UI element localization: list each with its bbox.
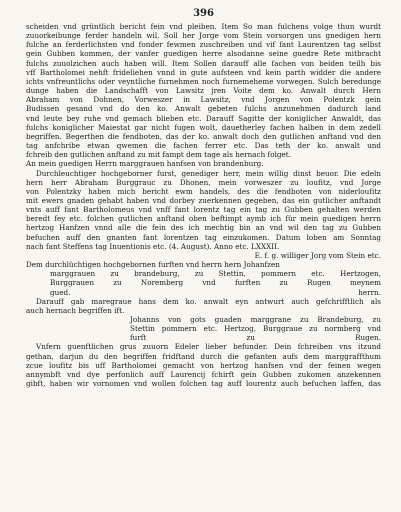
text-line: hern herr Abraham Burggrauc zu Dhonen, mein vorweszer zu loufitz, vnd Jorge <box>26 177 381 187</box>
text-line: fulchs zuuolzichen auch haben will. Item Sollen darauff alle fachen von beiden teilh bis <box>26 58 381 68</box>
body-text <box>26 22 381 388</box>
text-line: beredt fey etc. folchen gutlichen anftand oben beftimpt aymb ich für mein guedigen herrn <box>26 214 381 224</box>
text-line: Johanns von gots guaden marggrane zu Brandeburg, zu <box>130 315 381 324</box>
text-line: hertzog Hanfzen vnnd alle die fein des ich mechtig bin an vnd wil den tag zu Gubben <box>26 223 381 233</box>
text-line: marggrauen zu brandeburg, zu Stettin, pommern etc. Hertzogen, <box>50 269 381 279</box>
text-line: von Polentzky haben mich bericht ewm handels, des die fendboten von niderloufitz <box>26 186 381 196</box>
text-line: vnd leute bey ruhe vnd gemach blieben etc. Darauff Sagitte der koniglicher Anwaldt, das <box>26 113 381 123</box>
text-line: Durchleuchtiger hochgeborner furst, genediger herr, mein willig dinst beuor. Die edeln <box>36 168 381 178</box>
text-line: fulche an ferderlichsten vnd fonder fewmen zuschreiben und vif fant Laurentzen tag selbst <box>26 40 381 50</box>
text-line: Stettin pommern etc. Hertzog, Burggraue zu normberg vnd <box>130 324 381 334</box>
text-line: gued. herrn. <box>50 287 381 297</box>
text-line: An mein guedigen Herrn marggrauen hanfsen von brandenburg. <box>26 159 264 169</box>
text-line: Dem durchlüchtigen hochgebornen furften vnd herrn hern Johanfzen <box>26 260 280 270</box>
text-line: Budissen gesand vnd do den ko. Anwalt gebeten fulchs anzunehmen dadurch land <box>26 104 381 114</box>
text-line: vff Bartholomei nehft frideliehen vnnd in gute aufsteen vnd kein parth widder die andere <box>26 67 381 77</box>
text-line: tag anfchribe etwan qwemen die fachen ferrer etc. Das teth der ko. anwalt und <box>26 141 381 151</box>
text-line: E. f. g. williger Jorg vom Stein etc. <box>254 250 381 260</box>
text-line: nach fant Steffens tag Inuentionis etc. (4. August). Anno etc. LXXXII. <box>26 241 280 251</box>
text-line: scheiden vnd grüntlich bericht fein vnd pleiben. Item So man fulchens volge thun wurdt <box>26 22 381 31</box>
text-line: vnts auff fant Bartholomeus vnd vnff fant lorentz tag ein tag zu Gubben gehalten werden <box>26 205 381 215</box>
text-line: auch hernach begriffen ift. <box>26 305 125 315</box>
text-line: begriffen. Begerthen die fendboten, das der ko. anwalt doch den gutlichen anftand vnd den <box>26 131 381 141</box>
text-line: Vnfern guenftlichen grus zuuorn Edeler lieber befunder. Dein fchreiben vns itzund <box>36 342 381 352</box>
text-line: gibft, haben wir vornomen vnd wollen folchen tag auff lourentz auch befuchen laffen, das <box>26 379 381 389</box>
text-line: Abraham von Dohnen, Vorweszer in Lawsitz, vnd Jorgen von Polentzk gein <box>26 95 381 105</box>
text-line: dunge haben die Landschafft von Lawsitz jren Voite dem ko. Anwalt durch Hern <box>26 86 381 96</box>
text-line: befuchen auff den gnanten fant lorentzen tag einzukomen. Datum loben am Sonntag <box>26 232 381 242</box>
text-line: ichts vnfreuntlichs oder veyntliche furnehmen noch furnemeheme vorwegen. Sulch beredunge <box>26 76 381 86</box>
text-line: fulchs koniglicher Maiestat gar nicht fugen wolt, dauetherley fachen halben in dem zedell <box>26 122 381 132</box>
text-line: Burggrauen zu Noremberg vnd furften zu Rugen meynem <box>50 278 381 288</box>
text-line: mit ewers gnaden gehabt haben vnd dorbey zuerkennen gegeben, das ein gutlicher anftandt <box>26 195 381 205</box>
text-line: Darauff gab maregraue hans dem ko. anwalt eyn antwurt auch gefchrifftlich als <box>36 296 381 306</box>
text-line: zuuorkeibunge ferder handeln wil, Soll her Jorge vom Stein vorsorgen uns gnedigen hern <box>26 31 381 41</box>
text-line: gethan, darjun du den begriffen fridftand durch die gefanten aufs dem marggraffthum <box>26 351 381 361</box>
text-line: fchreib den gutlichen anftand zu mit fampt dem tage als hernach folget. <box>26 150 292 160</box>
page-number: 396 <box>193 8 214 19</box>
text-line: zcue loufitz bis uff Bartholomei gemacht von hertzog hanfsen vnd der feinen wegen <box>26 360 381 370</box>
text-line: gein Gubben kommen, der vanfer guedigen herre alsodanne seine guedre Rete mitbracht <box>26 49 381 59</box>
text-line: furft zu Rugen. <box>130 333 381 343</box>
text-line: annymbft vnd dye perfonlich auff Laurencij fchirft gein Gubben zukomen anzekennen <box>26 369 381 379</box>
